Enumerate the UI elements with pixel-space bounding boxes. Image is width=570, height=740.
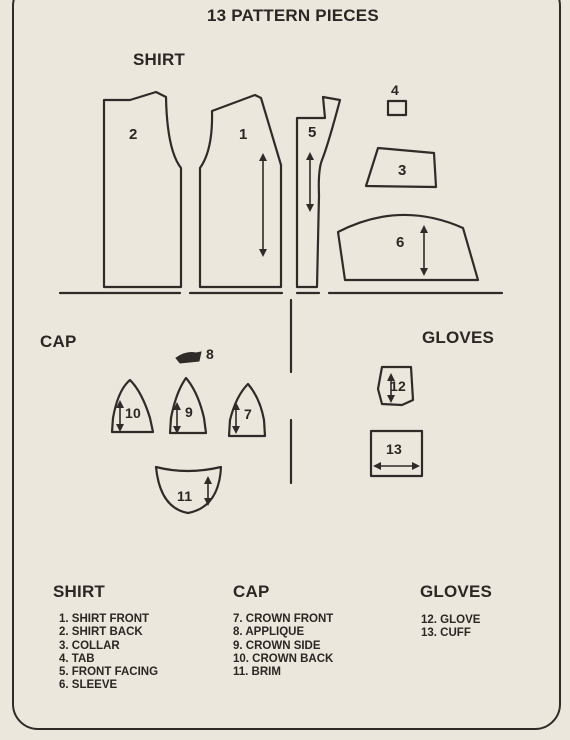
piece-number-13: 13 bbox=[386, 441, 402, 457]
list-item: 8. APPLIQUE bbox=[233, 626, 305, 639]
piece-number-7: 7 bbox=[244, 406, 252, 422]
legend-list-gloves bbox=[421, 614, 480, 641]
legend-list-shirt bbox=[59, 613, 158, 693]
piece-front-facing bbox=[297, 97, 340, 287]
piece-number-6: 6 bbox=[396, 234, 405, 251]
piece-number-9: 9 bbox=[185, 404, 193, 420]
piece-number-1: 1 bbox=[239, 126, 248, 143]
piece-number-10: 10 bbox=[125, 405, 141, 421]
piece-shirt-front bbox=[200, 95, 281, 287]
piece-number-12: 12 bbox=[390, 378, 406, 394]
piece-number-5: 5 bbox=[308, 124, 317, 141]
list-item: 13. CUFF bbox=[421, 627, 471, 640]
list-item: 9. CROWN SIDE bbox=[233, 639, 321, 652]
piece-number-2: 2 bbox=[129, 126, 138, 143]
piece-number-4: 4 bbox=[391, 82, 399, 98]
legend-heading-cap: CAP bbox=[233, 582, 270, 601]
legend-heading-gloves: GLOVES bbox=[420, 582, 493, 601]
piece-applique bbox=[176, 352, 201, 363]
list-item: 2. SHIRT BACK bbox=[59, 626, 143, 639]
list-item: 6. SLEEVE bbox=[59, 679, 118, 692]
legend-heading-shirt: SHIRT bbox=[53, 582, 105, 601]
piece-sleeve bbox=[338, 215, 478, 280]
list-item: 1. SHIRT FRONT bbox=[59, 613, 150, 625]
piece-tab bbox=[388, 101, 406, 115]
piece-number-11: 11 bbox=[177, 488, 193, 504]
list-item: 12. GLOVE bbox=[421, 614, 481, 626]
diagram-label-cap: CAP bbox=[40, 332, 77, 351]
piece-number-3: 3 bbox=[398, 162, 407, 179]
diagram-label-shirt: SHIRT bbox=[133, 50, 185, 69]
list-item: 7. CROWN FRONT bbox=[233, 613, 334, 625]
piece-number-8: 8 bbox=[206, 346, 214, 362]
list-item: 4. TAB bbox=[59, 652, 95, 665]
list-item: 5. FRONT FACING bbox=[59, 666, 159, 679]
page-title: 13 PATTERN PIECES bbox=[207, 6, 379, 25]
list-item: 11. BRIM bbox=[233, 666, 281, 679]
list-item: 3. COLLAR bbox=[59, 639, 120, 652]
diagram-label-gloves: GLOVES bbox=[422, 328, 495, 347]
legend-list-cap bbox=[233, 613, 333, 679]
piece-shirt-back bbox=[104, 92, 181, 287]
list-item: 10. CROWN BACK bbox=[233, 652, 334, 665]
